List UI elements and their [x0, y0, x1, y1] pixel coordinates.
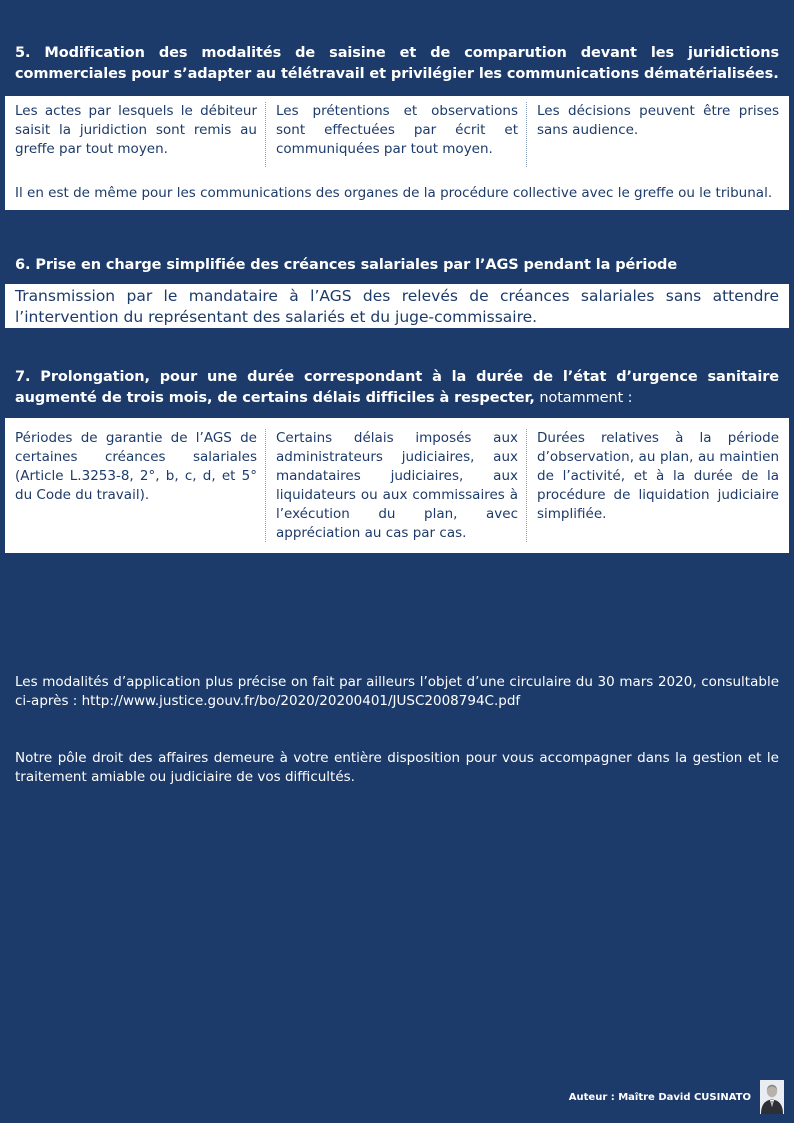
section-7-col-3: Durées relatives à la période d’observation, au plan, au maintien de l’activité, et à la durée de la procédure de liquidation judiciaire simplifiée. [526, 429, 779, 542]
section-7-heading-bold: 7. Prolongation, pour une durée correspondant à la durée de l’état d’urgence sanitaire augmenté de trois mois, de certains délais difficiles à respecter, [15, 369, 779, 406]
person-portrait-icon [760, 1080, 784, 1114]
section-5-col-2: Les prétentions et observations sont effectuées par écrit et communiquées par tout moyen. [265, 102, 526, 167]
author-label: Auteur : Maître David CUSINATO [568, 1092, 751, 1103]
author-photo [760, 1080, 784, 1114]
section-6-heading: 6. Prise en charge simplifiée des créances salariales par l’AGS pendant la période [15, 257, 678, 273]
section-7-heading [15, 367, 779, 409]
section-6-box [5, 284, 789, 328]
section-5-heading: 5. Modification des modalités de saisine et de comparution devant les juridictions commerciales pour s’adapter au télétravail et privilégier les communications dématérialisées. [15, 45, 779, 82]
section-7-columns [5, 418, 789, 542]
section-5-columns [5, 96, 789, 167]
section-7-box [5, 418, 789, 553]
section-5-col-1: Les actes par lesquels le débiteur saisit la juridiction sont remis au greffe par tout moyen. [15, 103, 257, 157]
circulaire-paragraph: Les modalités d’application plus précise on fait par ailleurs l’objet d’une circulaire du 30 mars 2020, consultable ci-après : http://www.justice.gouv.fr/bo/2020/20200401/JUSC2008794C.pdf [15, 674, 779, 709]
section-7-col-2: Certains délais imposés aux administrateurs judiciaires, aux mandataires judiciaires, aux liquidateurs ou aux commissaires à l’exécution du plan, avec appréciation au cas par cas. [265, 429, 526, 542]
section-5-box [5, 96, 789, 210]
section-5-note: Il en est de même pour les communications des organes de la procédure collective avec le greffe ou le tribunal. [15, 185, 773, 201]
section-7-heading-normal: notamment : [534, 390, 633, 406]
section-5-col-3: Les décisions peuvent être prises sans audience. [526, 102, 779, 167]
section-6-text: Transmission par le mandataire à l’AGS des relevés de créances salariales sans attendre l’intervention du représentant des salariés et du juge-commissaire. [15, 287, 779, 326]
closing-paragraph: Notre pôle droit des affaires demeure à votre entière disposition pour vous accompagner dans la gestion et le traitement amiable ou judiciaire de vos difficultés. [15, 750, 779, 785]
section-7-col-1: Périodes de garantie de l’AGS de certaines créances salariales (Article L.3253-8, 2°, b, c, d, et 5° du Code du travail). [15, 430, 257, 503]
